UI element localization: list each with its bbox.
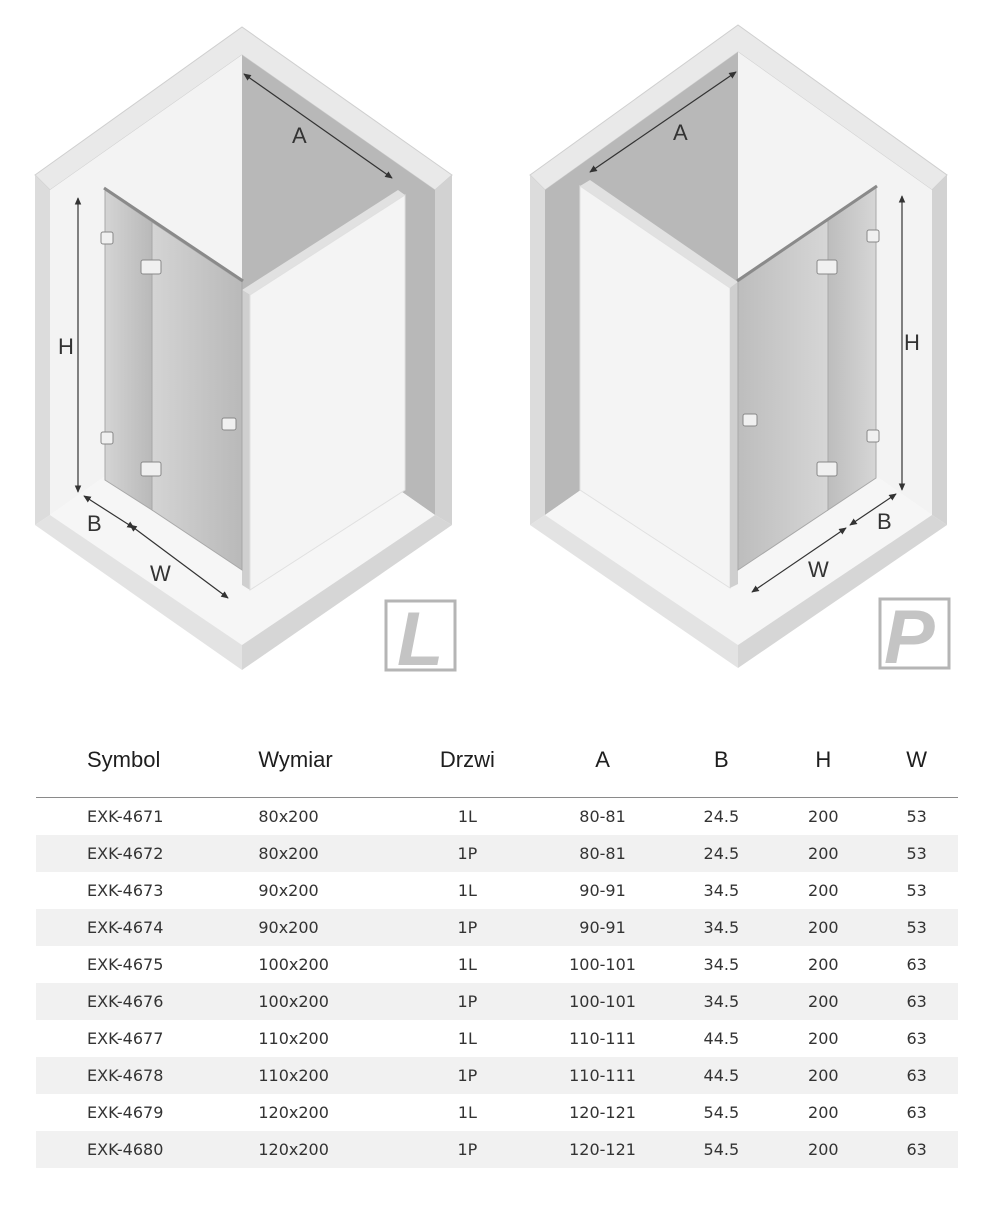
dim-label-b: B	[87, 511, 102, 536]
hinge-icon	[817, 462, 837, 476]
header-b: B	[671, 722, 771, 798]
table-row	[36, 1020, 958, 1057]
handle-icon	[743, 414, 757, 426]
cell-drzwi: 1L	[457, 1029, 477, 1048]
cell-w: 63	[875, 1131, 958, 1168]
hinge-icon	[141, 260, 161, 274]
cell-symbol: EXK-4679	[87, 1103, 164, 1122]
header-a: A	[534, 722, 672, 798]
cell-h: 200	[808, 955, 839, 974]
cell-symbol: EXK-4671	[87, 807, 164, 826]
hinge-icon	[101, 232, 113, 244]
cell-symbol: EXK-4677	[87, 1029, 164, 1048]
spec-table	[36, 722, 958, 1168]
header-drzwi: Drzwi	[401, 722, 534, 798]
door-glass-panel	[152, 222, 242, 570]
cell-h: 200	[808, 1029, 839, 1048]
cell-symbol: EXK-4678	[36, 1057, 258, 1094]
cell-h: 200	[808, 807, 839, 826]
table-body	[36, 798, 958, 1169]
cell-drzwi: 1L	[457, 955, 477, 974]
cell-wymiar: 80x200	[258, 835, 401, 872]
dim-label-b: B	[877, 509, 892, 534]
cell-wymiar: 120x200	[258, 1131, 401, 1168]
cell-symbol: EXK-4680	[36, 1131, 258, 1168]
header-h: H	[771, 722, 875, 798]
cell-w: 63	[875, 1057, 958, 1094]
cell-b: 44.5	[671, 1057, 771, 1094]
cell-w: 53	[906, 881, 927, 900]
cell-drzwi: 1P	[401, 835, 534, 872]
cell-drzwi: 1L	[457, 1103, 477, 1122]
cell-h: 200	[771, 983, 875, 1020]
cell-wymiar: 100x200	[258, 955, 329, 974]
diagram-right-door	[530, 25, 949, 680]
cell-w: 63	[875, 983, 958, 1020]
cell-drzwi: 1P	[401, 1057, 534, 1094]
cell-a: 80-81	[579, 807, 626, 826]
cell-h: 200	[771, 909, 875, 946]
cell-b: 34.5	[671, 983, 771, 1020]
cell-w: 53	[906, 807, 927, 826]
cell-h: 200	[808, 1103, 839, 1122]
cell-wymiar: 110x200	[258, 1057, 401, 1094]
cell-h: 200	[808, 881, 839, 900]
cell-h: 200	[771, 1131, 875, 1168]
cell-a: 100-101	[534, 983, 672, 1020]
cell-wymiar: 100x200	[258, 983, 401, 1020]
wall-left-outer	[35, 175, 50, 525]
cell-a: 120-121	[569, 1103, 636, 1122]
dim-label-w: W	[150, 561, 171, 586]
cell-wymiar: 120x200	[258, 1103, 329, 1122]
table-row	[36, 1057, 958, 1094]
cell-b: 54.5	[703, 1103, 740, 1122]
cell-drzwi: 1P	[401, 1131, 534, 1168]
wall-right-outer	[435, 175, 452, 525]
header-w: W	[875, 722, 958, 798]
diagram-left-door	[35, 27, 455, 682]
table-row	[36, 946, 958, 983]
cell-h: 200	[771, 835, 875, 872]
hinge-icon	[867, 430, 879, 442]
cell-w: 53	[875, 909, 958, 946]
pillar-front	[242, 290, 250, 590]
cell-h: 200	[771, 1057, 875, 1094]
badge-letter-l: L	[397, 597, 444, 682]
cell-w: 63	[906, 1029, 927, 1048]
cell-w: 63	[906, 1103, 927, 1122]
table-header-row	[36, 722, 958, 798]
hinge-icon	[867, 230, 879, 242]
dim-label-h: H	[58, 334, 74, 359]
cell-drzwi: 1P	[401, 983, 534, 1020]
cell-a: 110-111	[569, 1029, 636, 1048]
cell-symbol: EXK-4674	[36, 909, 258, 946]
cell-wymiar: 110x200	[258, 1029, 329, 1048]
cell-symbol: EXK-4672	[36, 835, 258, 872]
dim-label-w: W	[808, 557, 829, 582]
cell-drzwi: 1L	[457, 881, 477, 900]
cell-a: 80-81	[534, 835, 672, 872]
cell-a: 110-111	[534, 1057, 672, 1094]
cell-b: 34.5	[703, 955, 740, 974]
table-row	[36, 798, 958, 836]
table-row	[36, 909, 958, 946]
cell-a: 120-121	[534, 1131, 672, 1168]
cell-wymiar: 80x200	[258, 807, 319, 826]
table-row	[36, 1131, 958, 1168]
cell-b: 44.5	[703, 1029, 740, 1048]
wall-left-outer	[530, 175, 545, 525]
cell-symbol: EXK-4676	[36, 983, 258, 1020]
hinge-icon	[817, 260, 837, 274]
table-row	[36, 1094, 958, 1131]
cell-wymiar: 90x200	[258, 909, 401, 946]
dim-label-h: H	[904, 330, 920, 355]
table-row	[36, 835, 958, 872]
cell-b: 34.5	[703, 881, 740, 900]
table-row	[36, 872, 958, 909]
badge-letter-p: P	[884, 595, 935, 680]
cell-drzwi: 1P	[401, 909, 534, 946]
handle-icon	[222, 418, 236, 430]
cell-symbol: EXK-4673	[87, 881, 164, 900]
cell-w: 53	[875, 835, 958, 872]
dim-label-a: A	[673, 120, 688, 145]
header-wymiar: Wymiar	[258, 722, 401, 798]
cell-w: 63	[906, 955, 927, 974]
cell-symbol: EXK-4675	[87, 955, 164, 974]
pillar-front	[730, 282, 738, 588]
cell-b: 24.5	[671, 835, 771, 872]
cell-b: 24.5	[703, 807, 740, 826]
cell-a: 100-101	[569, 955, 636, 974]
cell-a: 90-91	[534, 909, 672, 946]
hinge-icon	[101, 432, 113, 444]
cell-a: 90-91	[579, 881, 626, 900]
dim-label-a: A	[292, 123, 307, 148]
cell-b: 34.5	[671, 909, 771, 946]
wall-right-outer	[932, 175, 947, 525]
cell-wymiar: 90x200	[258, 881, 319, 900]
cell-b: 54.5	[671, 1131, 771, 1168]
hinge-icon	[141, 462, 161, 476]
cell-drzwi: 1L	[457, 807, 477, 826]
table-row	[36, 983, 958, 1020]
header-symbol: Symbol	[36, 722, 258, 798]
